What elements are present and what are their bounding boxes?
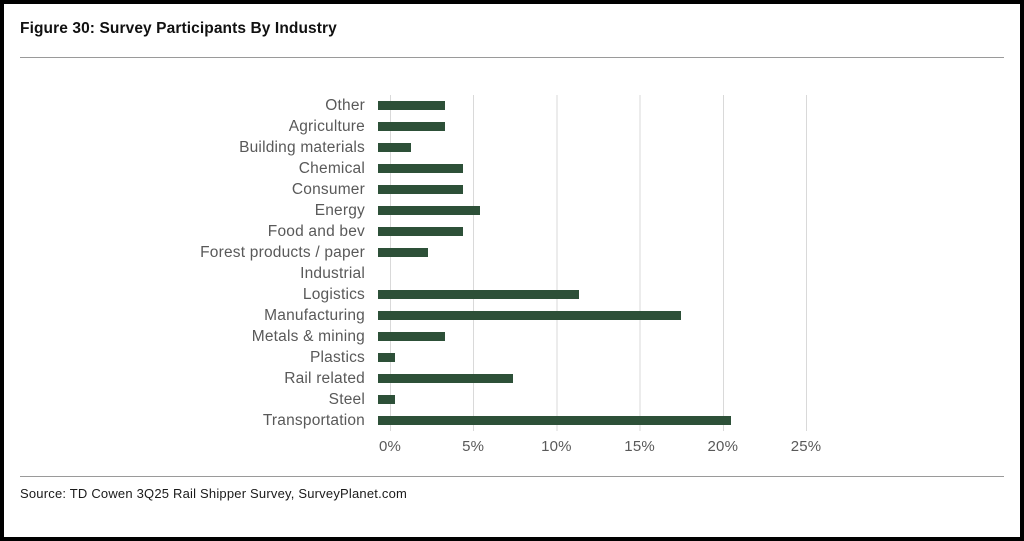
category-label: Agriculture <box>288 117 365 135</box>
chart-row <box>4 137 1020 158</box>
figure-header <box>4 4 1020 39</box>
category-label: Other <box>325 96 365 114</box>
bar <box>378 353 395 362</box>
chart-row <box>4 95 1020 116</box>
bar-track <box>378 347 1020 368</box>
chart-row <box>4 347 1020 368</box>
category-label: Logistics <box>302 285 365 303</box>
category-label: Plastics <box>309 348 365 366</box>
category-label: Building materials <box>239 138 365 156</box>
category-label: Metals & mining <box>251 327 365 345</box>
bar <box>378 311 681 320</box>
bar-track <box>378 95 1020 116</box>
chart-row <box>4 368 1020 389</box>
bar <box>378 185 463 194</box>
bar-track <box>378 158 1020 179</box>
bar <box>378 374 513 383</box>
bar-track <box>378 200 1020 221</box>
bar-track <box>378 242 1020 263</box>
chart-row <box>4 179 1020 200</box>
chart-row <box>4 305 1020 326</box>
chart-row <box>4 116 1020 137</box>
x-tick-label: 5% <box>462 438 485 455</box>
bar <box>378 122 445 131</box>
bar <box>378 416 731 425</box>
chart-row <box>4 221 1020 242</box>
x-axis <box>378 438 890 458</box>
bar <box>378 395 395 404</box>
chart-row <box>4 326 1020 347</box>
chart-row <box>4 284 1020 305</box>
bar-track <box>378 410 1020 431</box>
figure-title: Figure 30: Survey Participants By Industry <box>20 20 337 37</box>
category-label: Food and bev <box>267 222 365 240</box>
x-tick-label: 15% <box>624 438 655 455</box>
bar <box>378 164 463 173</box>
bar <box>378 143 411 152</box>
chart-rows <box>4 95 1020 431</box>
x-tick-label: 10% <box>541 438 572 455</box>
category-label: Rail related <box>284 369 365 387</box>
bar-track <box>378 263 1020 284</box>
title-divider <box>20 57 1004 58</box>
category-label: Steel <box>328 390 365 408</box>
x-tick-label: 0% <box>378 438 402 455</box>
bar <box>378 227 463 236</box>
source-row <box>4 477 1020 501</box>
x-tick-label: 20% <box>707 438 739 455</box>
category-label: Forest products / paper <box>200 243 365 261</box>
category-label: Energy <box>314 201 365 219</box>
chart-row <box>4 389 1020 410</box>
bar-track <box>378 137 1020 158</box>
category-label: Consumer <box>291 180 365 198</box>
bar-track <box>378 179 1020 200</box>
source-text: Source: TD Cowen 3Q25 Rail Shipper Survey, SurveyPlanet.com <box>20 486 408 501</box>
chart-row <box>4 410 1020 431</box>
chart-row <box>4 200 1020 221</box>
bar-track <box>378 305 1020 326</box>
bar <box>378 206 480 215</box>
chart-row <box>4 158 1020 179</box>
bar <box>378 332 445 341</box>
bar-track <box>378 116 1020 137</box>
bar-track <box>378 326 1020 347</box>
bar-track <box>378 389 1020 410</box>
category-label: Transportation <box>262 411 365 429</box>
category-label: Industrial <box>300 264 365 282</box>
bar <box>378 248 428 257</box>
bar <box>378 290 579 299</box>
bar-track <box>378 221 1020 242</box>
bar <box>378 101 445 110</box>
bar-chart <box>4 95 1020 458</box>
bar-track <box>378 368 1020 389</box>
x-tick-label: 25% <box>790 438 822 455</box>
bar-track <box>378 284 1020 305</box>
chart-row <box>4 263 1020 284</box>
category-label: Manufacturing <box>264 306 365 324</box>
category-label: Chemical <box>298 159 365 177</box>
chart-row <box>4 242 1020 263</box>
